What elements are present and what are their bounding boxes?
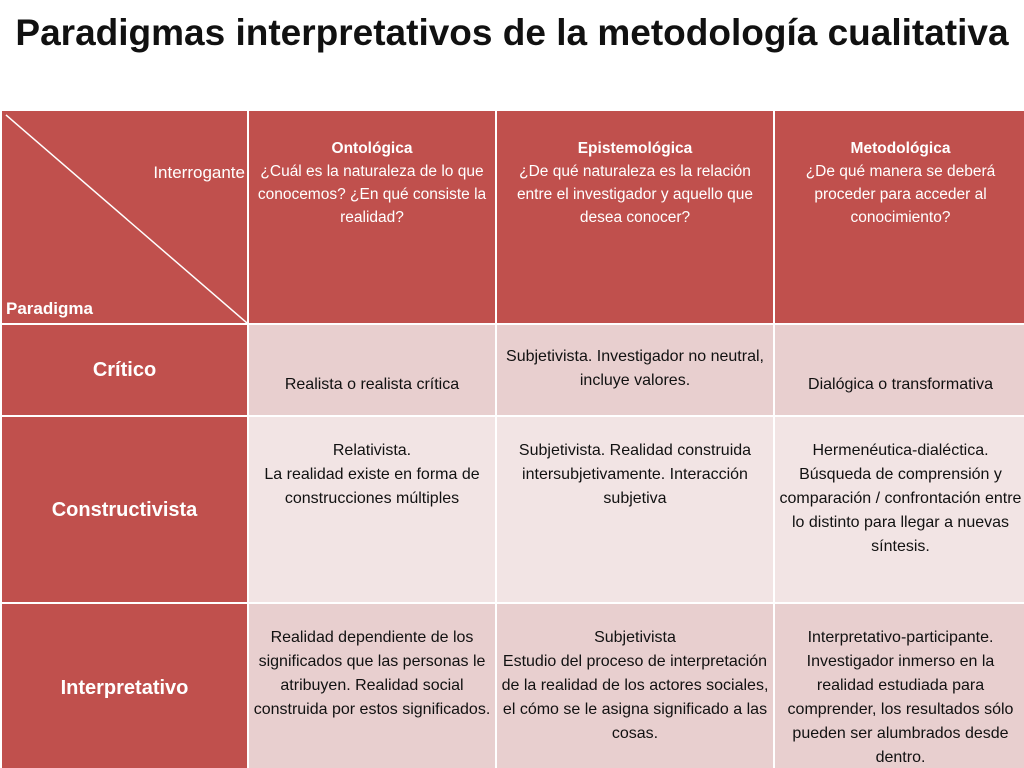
table-cell: Subjetivista Estudio del proceso de interpretación de la realidad de los actores sociales, el cómo se le asigna significado a las cosas. [496, 603, 774, 768]
table-cell: Subjetivista. Investigador no neutral, incluye valores. [496, 324, 774, 416]
table-cell: Realista o realista crítica [248, 324, 496, 416]
corner-cell [1, 110, 248, 324]
row-interpretativo [1, 603, 1024, 768]
paradigms-table [0, 109, 1024, 768]
table-cell: Relativista. La realidad existe en forma de construcciones múltiples [248, 416, 496, 603]
column-header-ontologica [248, 110, 496, 324]
column-title: Epistemológica [577, 140, 693, 157]
table-cell: Dialógica o transformativa [774, 324, 1024, 416]
column-question: ¿De qué naturaleza es la relación entre el investigador y aquello que desea conocer? [516, 163, 754, 226]
row-critico [1, 324, 1024, 416]
column-question: ¿Cuál es la naturaleza de lo que conocemos? ¿En qué consiste la realidad? [257, 163, 487, 226]
table-cell: Interpretativo-participante. Investigador inmerso en la realidad estudiada para comprender, los resultados sólo pueden ser alumbrados desde dentro. [774, 603, 1024, 768]
column-header-epistemologica [496, 110, 774, 324]
corner-interrogante-label: Interrogante [153, 163, 245, 182]
paradigm-label: Crítico [1, 324, 248, 416]
slide-title: Paradigmas interpretativos de la metodología cualitativa [15, 12, 1009, 53]
corner-diagonal-line [2, 111, 247, 323]
row-constructivista [1, 416, 1024, 603]
corner-paradigma-label: Paradigma [6, 299, 93, 318]
table-cell: Hermenéutica-dialéctica. Búsqueda de comprensión y comparación / confrontación entre lo distinto para llegar a nuevas síntesis. [774, 416, 1024, 603]
column-title: Metodológica [850, 140, 951, 157]
column-question: ¿De qué manera se deberá proceder para acceder al conocimiento? [805, 163, 996, 226]
header-row [1, 110, 1024, 324]
column-title: Ontológica [331, 140, 413, 157]
column-header-metodologica [774, 110, 1024, 324]
paradigm-label: Interpretativo [1, 603, 248, 768]
paradigm-label: Constructivista [1, 416, 248, 603]
table-cell: Subjetivista. Realidad construida intersubjetivamente. Interacción subjetiva [496, 416, 774, 603]
table-cell: Realidad dependiente de los significados que las personas le atribuyen. Realidad social construida por estos significados. [248, 603, 496, 768]
